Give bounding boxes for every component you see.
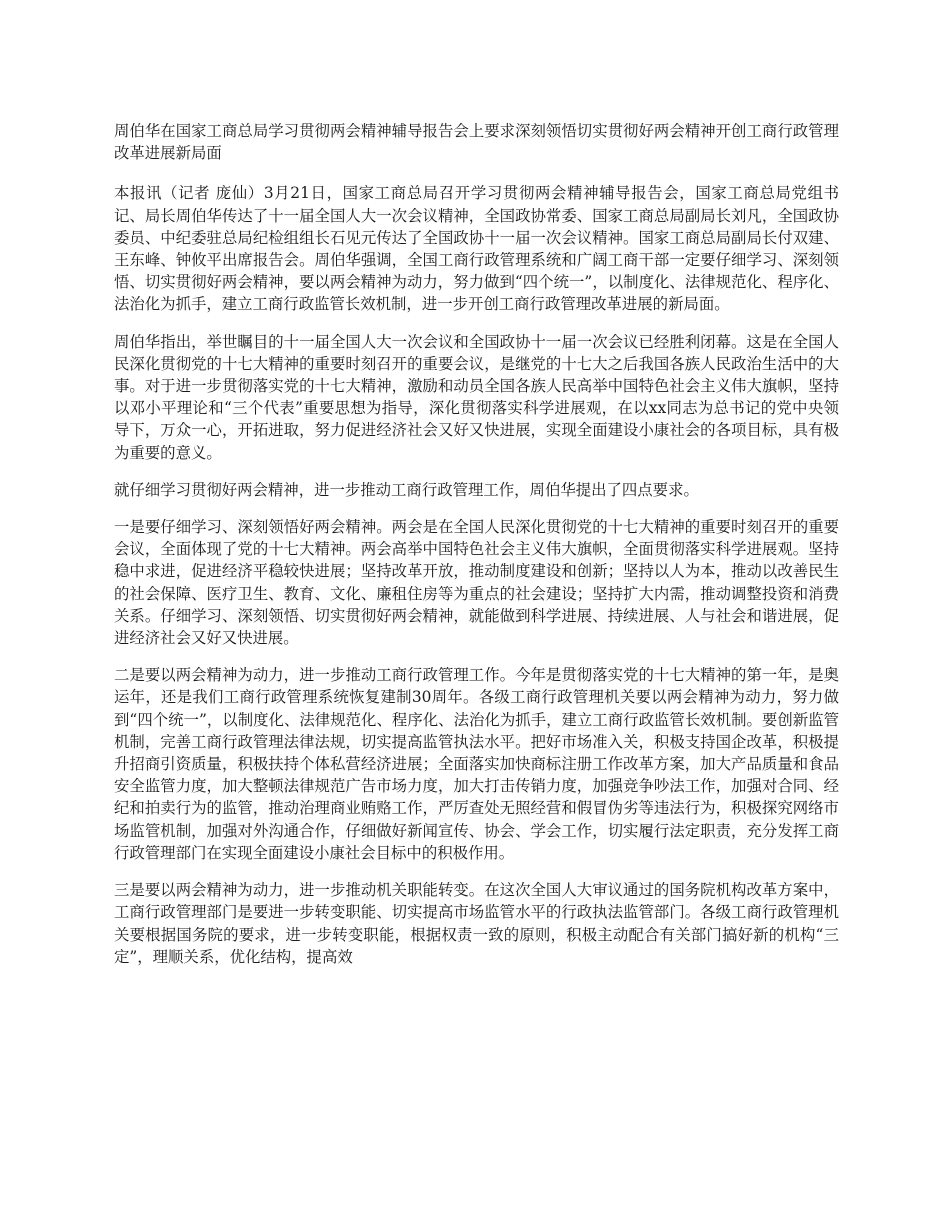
paragraph-requirement-three: 三是要以两会精神为动力，进一步推动机关职能转变。在这次全国人大审议通过的国务院机构改革方案中，工商行政管理部门是要进一步转变职能、切实提高市场监管水平的行政执法监管部门。各级工商行政管理机关要根据国务院的要求，进一步转变职能，根据权责一致的原则，积极主动配合有关部门搞好新的机构“三定”，理顺关系，优化结构，提高效: [114, 881, 839, 966]
paragraph-requirement-one: 一是要仔细学习、深刻领悟好两会精神。两会是在全国人民深化贯彻党的十七大精神的重要时刻召开的重要会议，全面体现了党的十七大精神。两会高举中国特色社会主义伟大旗帜，全面贯彻落实科学进展观。坚持稳中求进，促进经济平稳较快进展；坚持改革开放，推动制度建设和创新；坚持以人为本，推动以改善民生的社会保障、医疗卫生、教育、文化、廉租住房等为重点的社会建设；坚持扩大内需，推动调整投资和消费关系。仔细学习、深刻领悟、切实贯彻好两会精神，就能做到科学进展、持续进展、人与社会和谐进展，促进经济社会又好又快进展。: [114, 518, 839, 648]
paragraph-significance: 周伯华指出，举世瞩目的十一届全国人大一次会议和全国政协十一届一次会议已经胜利闭幕。这是在全国人民深化贯彻党的十七大精神的重要时刻召开的重要会议，是继党的十七大之后我国各族人民政治生活中的大事。对于进一步贯彻落实党的十七大精神，激励和动员全国各族人民高举中国特色社会主义伟大旗帜，坚持以邓小平理论和“三个代表”重要思想为指导，深化贯彻落实科学进展观，在以xx同志为总书记的党中央领导下，万众一心，开拓进取，努力促进经济社会又好又快进展，实现全面建设小康社会的各项目标，具有极为重要的意义。: [114, 332, 839, 462]
article-title: 周伯华在国家工商总局学习贯彻两会精神辅导报告会上要求深刻领悟切实贯彻好两会精神开创工商行政管理改革进展新局面: [114, 122, 839, 163]
paragraph-intro: 本报讯（记者 庞仙）3月21日，国家工商总局召开学习贯彻两会精神辅导报告会，国家工商总局党组书记、局长周伯华传达了十一届全国人大一次会议精神，全国政协常委、国家工商总局副局长刘凡，全国政协委员、中纪委驻总局纪检组组长石见元传达了全国政协十一届一次会议精神。国家工商总局副局长付双建、王东峰、钟攸平出席报告会。周伯华强调，全国工商行政管理系统和广阔工商干部一定要仔细学习、深刻领悟、切实贯彻好两会精神，要以两会精神为动力，努力做到“四个统一”，以制度化、法律规范化、程序化、法治化为抓手，建立工商行政监管长效机制，进一步开创工商行政管理改革进展的新局面。: [114, 184, 839, 314]
paragraph-requirement-two: 二是要以两会精神为动力，进一步推动工商行政管理工作。今年是贯彻落实党的十七大精神的第一年，是奥运年，还是我们工商行政管理系统恢复建制30周年。各级工商行政管理机关要以两会精神为动力，努力做到“四个统一”，以制度化、法律规范化、程序化、法治化为抓手，建立工商行政监管长效机制。要创新监管机制，完善工商行政管理法律法规，切实提高监管执法水平。把好市场准入关，积极支持国企改革，积极提升招商引资质量，积极扶持个体私营经济进展；全面落实加快商标注册工作改革方案，加大产品质量和食品安全监管力度，加大整顿法律规范广告市场力度，加大打击传销力度，加强竞争吵法工作，加强对合同、经纪和拍卖行为的监管，推动治理商业贿赂工作，严厉查处无照经营和假冒伪劣等违法行为，积极探究网络市场监管机制，加强对外沟通合作，仔细做好新闻宣传、协会、学会工作，切实履行法定职责，充分发挥工商行政管理部门在实现全面建设小康社会目标中的积极作用。: [114, 666, 839, 862]
document-page: [114, 120, 839, 983]
paragraph-four-requirements: 就仔细学习贯彻好两会精神，进一步推动工商行政管理工作，周伯华提出了四点要求。: [114, 480, 699, 499]
